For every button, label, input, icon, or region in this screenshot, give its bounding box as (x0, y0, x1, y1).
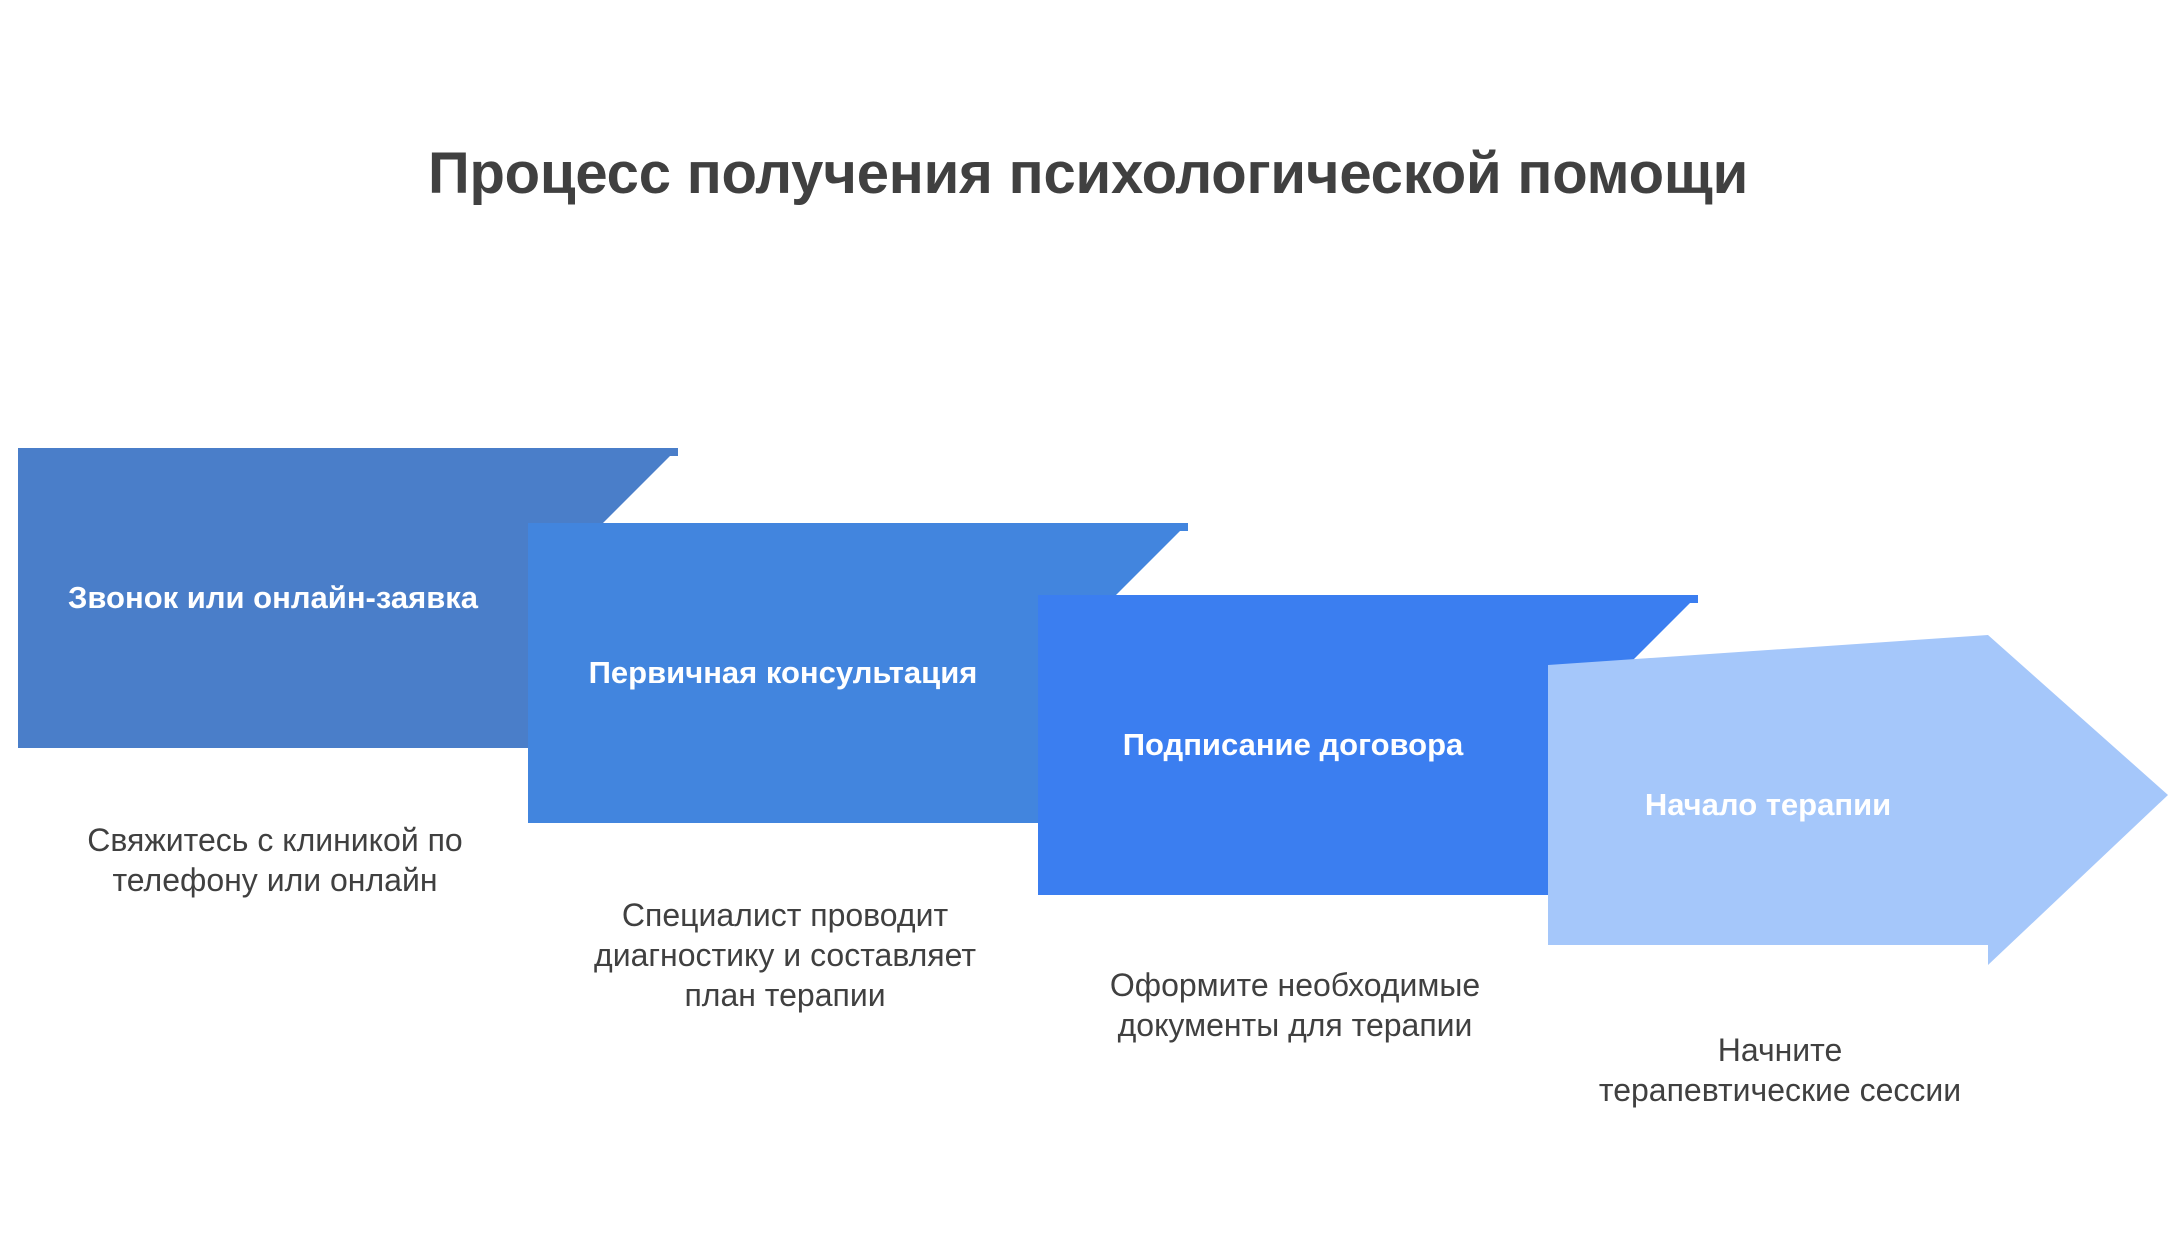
process-step-4[interactable] (1548, 635, 2168, 975)
step-4-label: Начало терапии (1644, 786, 1892, 822)
step-2-label: Первичная консультация (588, 654, 978, 690)
step-4-description: Начните терапевтические сессии (1598, 1032, 1962, 1108)
step-1-description: Свяжитесь с клиникой по телефону или онлайн (87, 822, 463, 898)
step-3-description: Оформите необходимые документы для терапии (1109, 967, 1481, 1043)
step-4-arrow-shape (1548, 635, 2168, 975)
step-3-label: Подписание договора (1122, 726, 1464, 762)
step-1-label: Звонок или онлайн-заявка (67, 579, 479, 615)
page-title: Процесс получения психологической помощи (427, 141, 1749, 206)
step-2-description: Специалист проводит диагностику и составляет план терапии (594, 897, 976, 1013)
